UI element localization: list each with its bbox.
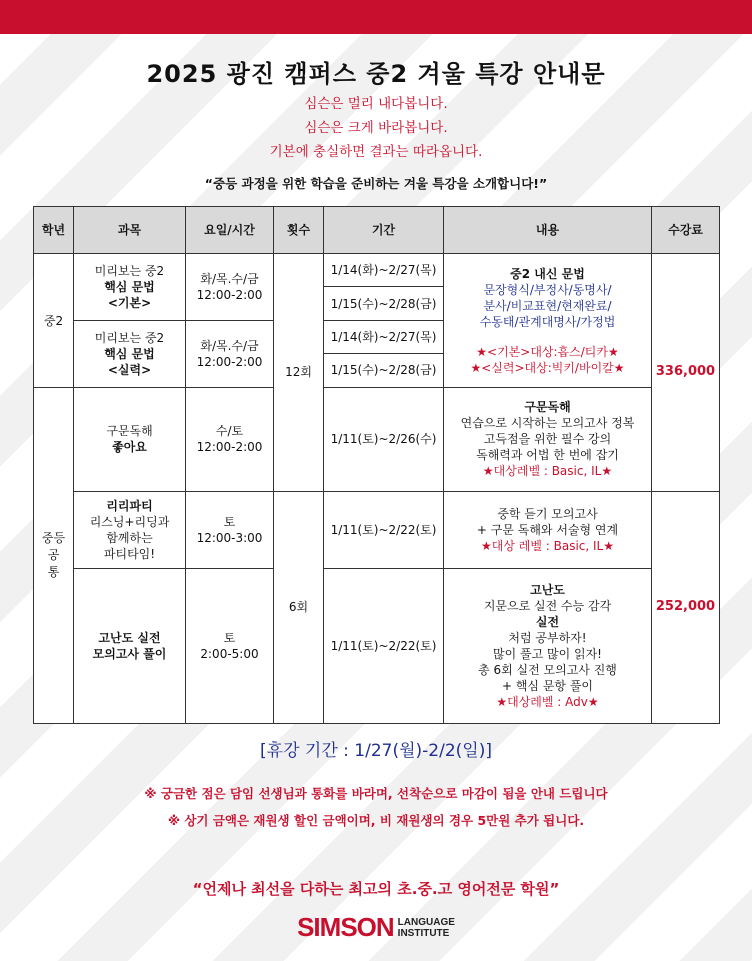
subject-line: 리스닝+리딩과	[89, 514, 170, 529]
time-cell	[186, 569, 274, 724]
subject-cell	[74, 254, 186, 320]
logo-sub-line: INSTITUTE	[397, 927, 450, 939]
schedule-table	[33, 206, 720, 724]
content-cell	[444, 491, 652, 568]
time-cell	[186, 388, 274, 492]
top-red-bar	[0, 0, 752, 34]
period-cell: 1/11(토)~2/26(수)	[324, 388, 444, 492]
subject-line: 핵심 문법	[104, 279, 155, 294]
period-cell: 1/14(화)~2/27(목)	[324, 320, 444, 353]
logo-sub-line: LANGUAGE	[397, 916, 455, 928]
slogan-1: 심슨은 멀리 내다봅니다.	[304, 96, 448, 112]
subject-cell	[74, 569, 186, 724]
subject-cell	[74, 388, 186, 492]
header-period: 기간	[324, 207, 444, 254]
table-row	[34, 254, 720, 287]
time-line: 수/토	[215, 424, 244, 439]
subject-line: 미리보는 중2	[94, 330, 165, 345]
time-cell	[186, 254, 274, 320]
content-line: 문장형식/부정사/동명사/	[483, 282, 612, 297]
count-cell: 12회	[274, 254, 324, 491]
period-cell: 1/11(토)~2/22(토)	[324, 491, 444, 568]
table-header-row	[34, 207, 720, 254]
subject-line: 리리파티	[106, 498, 153, 513]
subject-cell	[74, 491, 186, 568]
content-line: 지문으로 실전 수능 감각	[483, 599, 612, 614]
content-line: 고득점을 위한 필수 강의	[483, 432, 612, 447]
subject-line: <기본>	[107, 295, 152, 310]
logo-sub	[398, 917, 455, 939]
period-cell: 1/15(수)~2/28(금)	[324, 287, 444, 320]
content-line: ★대상레벨 : Adv★	[496, 695, 599, 710]
subject-cell	[74, 320, 186, 387]
header-count: 횟수	[274, 207, 324, 254]
content-line: 수동태/관계대명사/가정법	[479, 314, 616, 329]
content-cell	[444, 569, 652, 724]
content-line: ★대상 레벨 : Basic, IL★	[481, 538, 614, 553]
period-cell: 1/15(수)~2/28(금)	[324, 353, 444, 387]
content-line: + 구문 독해와 서술형 연계	[476, 522, 619, 537]
count-cell: 6회	[274, 491, 324, 723]
slogan-3: 기본에 충실하면 결과는 따라옵니다.	[269, 144, 483, 160]
content-line: ★대상레벨 : Basic, IL★	[482, 464, 613, 479]
subject-line: <실력>	[107, 362, 152, 377]
subject-line: 모의고사 풀이	[92, 647, 167, 662]
intro-text: “중등 과정을 위한 학습을 준비하는 겨울 특강을 소개합니다!”	[204, 176, 548, 191]
content-line: 중2 내신 문법	[510, 266, 585, 281]
subject-line: 파티타임!	[103, 546, 156, 561]
content-line: 연습으로 시작하는 모의고사 정복	[460, 416, 635, 431]
time-line: 화/목.수/금	[200, 338, 259, 353]
time-line: 화/목.수/금	[200, 271, 259, 286]
motto: “언제나 최선을 다하는 최고의 초.중.고 영어전문 학원”	[192, 880, 560, 898]
table-row	[34, 569, 720, 724]
grade-line: 중등	[41, 531, 66, 545]
time-cell	[186, 320, 274, 387]
content-line: 중학 듣기 모의고사	[497, 506, 598, 521]
content-line: ★<실력>대상:빅키/바이칼★	[470, 360, 625, 375]
content-cell	[444, 388, 652, 492]
header-grade: 학년	[34, 207, 74, 254]
header-time: 요일/시간	[186, 207, 274, 254]
subject-line: 함께하는	[106, 530, 153, 545]
grade-line: 공	[47, 548, 60, 562]
content-line: 고난도	[530, 583, 565, 598]
time-line: 12:00-2:00	[196, 287, 263, 302]
content-cell-grammar	[444, 254, 652, 388]
grade-line: 통	[47, 565, 60, 579]
time-line: 12:00-2:00	[196, 440, 263, 455]
period-cell: 1/14(화)~2/27(목)	[324, 254, 444, 287]
time-cell	[186, 491, 274, 568]
time-line: 12:00-2:00	[196, 354, 263, 369]
table-row	[34, 491, 720, 568]
content-line: 분사/비교표현/현재완료/	[483, 298, 612, 313]
slogan-2: 심슨은 크게 바라봅니다.	[304, 120, 448, 136]
time-line: 토	[223, 514, 236, 529]
subject-line: 좋아요	[112, 440, 147, 455]
header-fee: 수강료	[652, 207, 720, 254]
header-subject: 과목	[74, 207, 186, 254]
time-line: 토	[223, 631, 236, 646]
subject-line: 핵심 문법	[104, 346, 155, 361]
holiday-notice: [휴강 기간 : 1/27(월)-2/2(일)]	[260, 741, 492, 761]
price-cell: 336,000	[652, 254, 720, 491]
content-line: 많이 풀고 많이 읽자!	[493, 647, 602, 662]
slogans	[0, 92, 752, 164]
time-line: 2:00-5:00	[200, 647, 259, 662]
content-line: + 핵심 문항 풀이	[501, 679, 594, 694]
note-2: ※ 상기 금액은 재원생 할인 금액이며, 비 재원생의 경우 5만원 추가 됩니다.	[167, 813, 585, 828]
content-line: 독해력과 어법 한 번에 잡기	[476, 448, 619, 463]
content-line: 총 6회 실전 모의고사 진행	[478, 663, 617, 678]
table-row	[34, 388, 720, 492]
grade-cell-g2: 중2	[34, 254, 74, 388]
header-content: 내용	[444, 207, 652, 254]
content-line: 처럼 공부하자!	[508, 631, 587, 646]
subject-line: 고난도 실전	[98, 631, 161, 646]
subject-line: 구문독해	[106, 424, 153, 439]
content-line: 실전	[535, 615, 560, 630]
subject-line: 미리보는 중2	[94, 263, 165, 278]
simson-logo	[0, 912, 752, 943]
logo-main: SIMSON	[297, 912, 394, 942]
content-line: ★<기본>대상:흡스/티카★	[476, 344, 619, 359]
price-cell: 252,000	[652, 491, 720, 723]
note-1: ※ 궁금한 점은 담임 선생님과 통화를 바라며, 선착순으로 마감이 됨을 안내 드립니다	[144, 786, 608, 801]
notes	[0, 780, 752, 834]
content-line: 구문독해	[524, 400, 571, 415]
grade-cell-common	[34, 388, 74, 724]
period-cell: 1/11(토)~2/22(토)	[324, 569, 444, 724]
page-title: 2025 광진 캠퍼스 중2 겨울 특강 안내문	[146, 60, 606, 88]
time-line: 12:00-3:00	[196, 530, 263, 545]
